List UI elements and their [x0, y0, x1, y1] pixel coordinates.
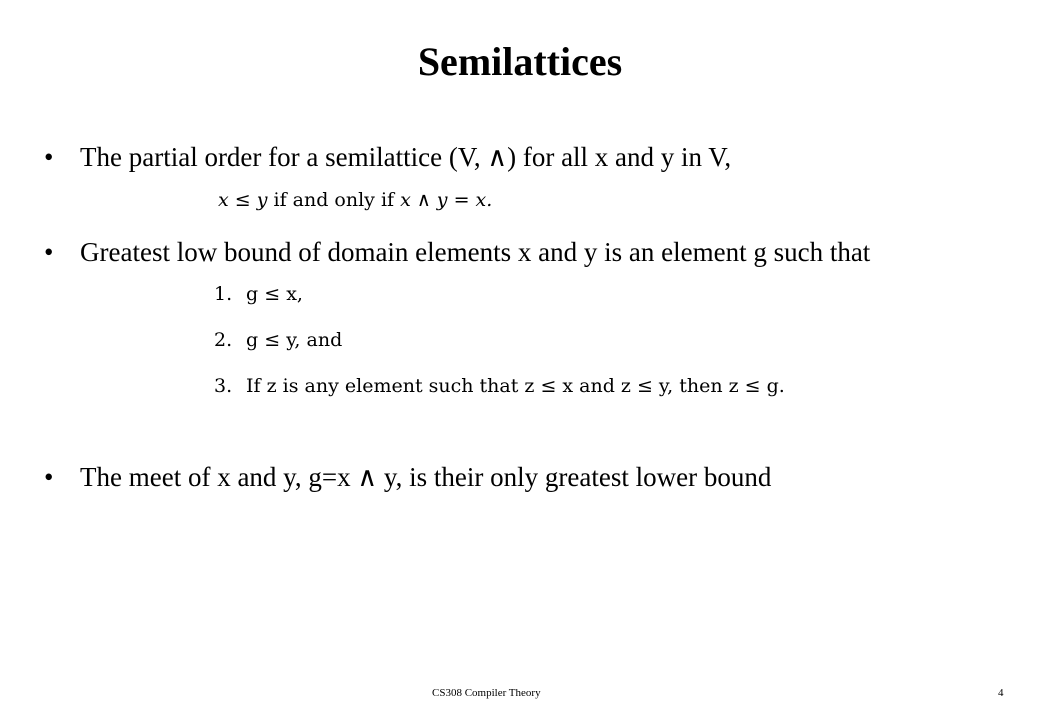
bullet-dot: • [44, 462, 54, 492]
bullet-text: Greatest low bound of domain elements x and y is an element g such that [80, 237, 871, 267]
condition-text: If z is any element such that z ≤ x and z ≤ y, then z ≤ g. [246, 375, 785, 397]
footer-page-number: 4 [998, 687, 1004, 699]
glb-condition-1 [214, 283, 303, 306]
glb-condition-3 [214, 375, 785, 398]
glb-condition-2 [214, 329, 342, 352]
slide-title: Semilattices [417, 39, 623, 84]
condition-text: g ≤ y, and [246, 329, 343, 351]
bullet-dot: • [44, 142, 54, 172]
condition-number: 2. [214, 329, 233, 351]
bullet-text: The partial order for a semilattice (V, ∧) for all x and y in V, [80, 142, 732, 172]
footer-course: CS308 Compiler Theory [432, 687, 541, 699]
condition-number: 3. [214, 375, 233, 397]
formula-lhs: x ≤ y [218, 189, 268, 211]
condition-number: 1. [214, 283, 233, 305]
partial-order-formula [218, 189, 492, 212]
condition-text: g ≤ x, [246, 283, 303, 305]
formula-rhs: x ∧ y = x. [400, 189, 493, 211]
formula-connective: if and only if [273, 189, 395, 211]
bullet-text: The meet of x and y, g=x ∧ y, is their only greatest lower bound [80, 462, 772, 492]
bullet-dot: • [44, 237, 54, 267]
